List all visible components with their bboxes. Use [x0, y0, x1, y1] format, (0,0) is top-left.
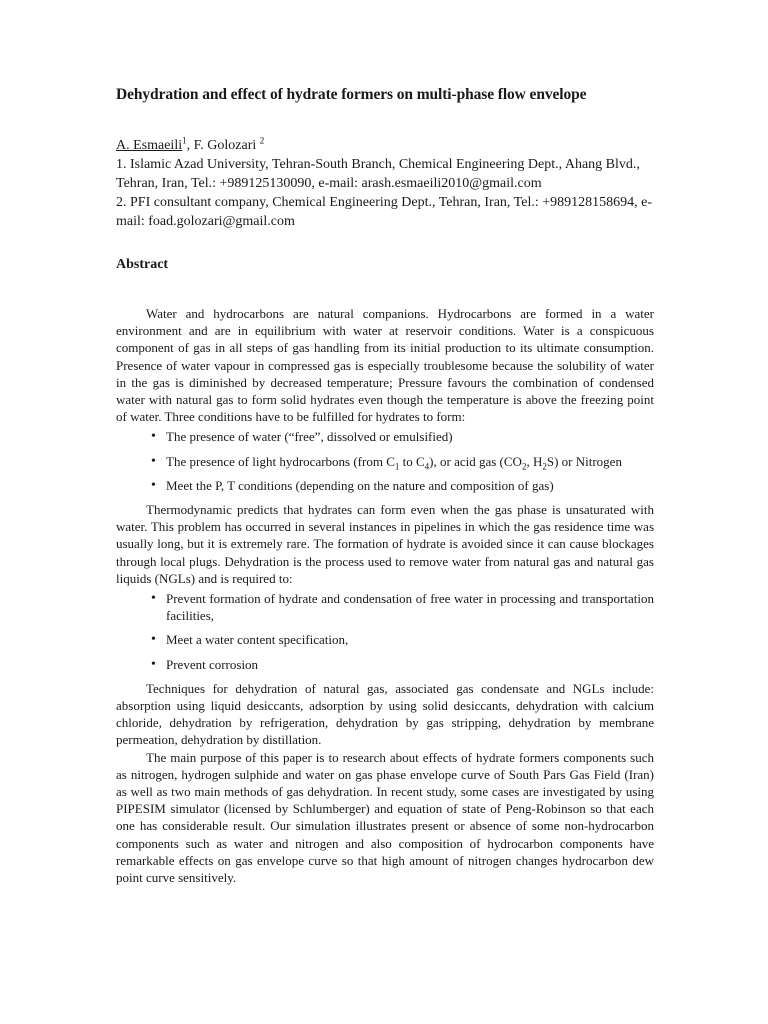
paper-title: Dehydration and effect of hydrate formers on multi-phase flow envelope: [116, 86, 587, 103]
list-item: • The presence of light hydrocarbons (from $C_1$ to $C_4$), or acid gas ($CO_2$, $H_2S$) or Nitrogen: [166, 453, 654, 470]
author-line: [116, 136, 676, 155]
abstract-heading: Abstract: [116, 257, 169, 272]
author-block: [116, 136, 676, 231]
author-separator: ,: [186, 138, 194, 153]
author-2-superscript: 2: [259, 135, 265, 146]
abstract-paragraph-2: Thermodynamic predicts that hydrates can form even when the gas phase is unsaturated with water. This problem has occurred in several instances in pipelines in which the gas residence time was usually long, but it is extremely rare. The formation of hydrate is avoided since it can cause blockages through local plugs. Dehydration is the process used to remove water from natural gas and natural gas liquids (NGLs) and is required to:: [116, 502, 654, 586]
list-item: • Prevent formation of hydrate and condensation of free water in processing and transportation facilities,: [166, 590, 654, 624]
list-item: • Prevent corrosion: [166, 656, 654, 673]
abstract-paragraph-4: The main purpose of this paper is to research about effects of hydrate formers components such as nitrogen, hydrogen sulphide and water on gas phase envelope curve of South Pars Gas Field (Iran) as well as two main methods of gas dehydration. In recent study, some cases are investigated by using PIPESIM simulator (licensed by Schlumberger) and equation of state of Peng-Robinson so that each one has considerable result. Our simulation illustrates present or absence of some non-hydrocarbon components such as water and nitrogen and also composition of hydrocarbon components have remarkable effects on gas envelope curve so that high amount of nitrogen changes hydrocarbon dew point curve sensitively.: [116, 749, 654, 886]
author-1-name: A. Esmaeili: [116, 138, 183, 153]
list-item: • Meet the P, T conditions (depending on the nature and composition of gas): [166, 477, 654, 494]
hydrate-conditions-list: [116, 428, 654, 494]
affiliation-1: 1. Islamic Azad University, Tehran-South Branch, Chemical Engineering Dept., Ahang Blvd., Tehran, Iran, Tel.: +989125130090, e-mail: arash.esmaeili2010@gmail.com: [116, 157, 640, 191]
affiliation-2: 2. PFI consultant company, Chemical Engineering Dept., Tehran, Iran, Tel.: +989128158694, e-mail: foad.golozari@gmail.com: [116, 195, 653, 229]
abstract-body: [116, 305, 654, 886]
author-2-name: F. Golozari: [193, 138, 257, 153]
abstract-paragraph-3: Techniques for dehydration of natural gas, associated gas condensate and NGLs include: absorption using liquid desiccants, adsorption by using solid desiccants, dehydration with calcium chloride, dehydration by refrigeration, dehydration by gas stripping, dehydration by membrane permeation, dehydration by distillation.: [116, 680, 654, 748]
abstract-paragraph-1: Water and hydrocarbons are natural companions. Hydrocarbons are formed in a water environment and are in equilibrium with water at reservoir conditions. Water is a conspicuous component of gas in all steps of gas handling from its initial production to its ultimate consumption. Presence of water vapour in compressed gas is especially troublesome because the solubility of water in the gas is diminished by decreased temperature; Pressure favours the combination of condensed water with natural gas to form solid hydrates even though the temperature is above the freezing point of water. Three conditions have to be fulfilled for hydrates to form:: [116, 306, 654, 425]
list-item: • Meet a water content specification,: [166, 631, 654, 648]
author-1-superscript: 1: [182, 135, 187, 146]
list-item: • The presence of water (“free”, dissolved or emulsified): [166, 428, 654, 445]
dehydration-requirements-list: [116, 590, 654, 673]
